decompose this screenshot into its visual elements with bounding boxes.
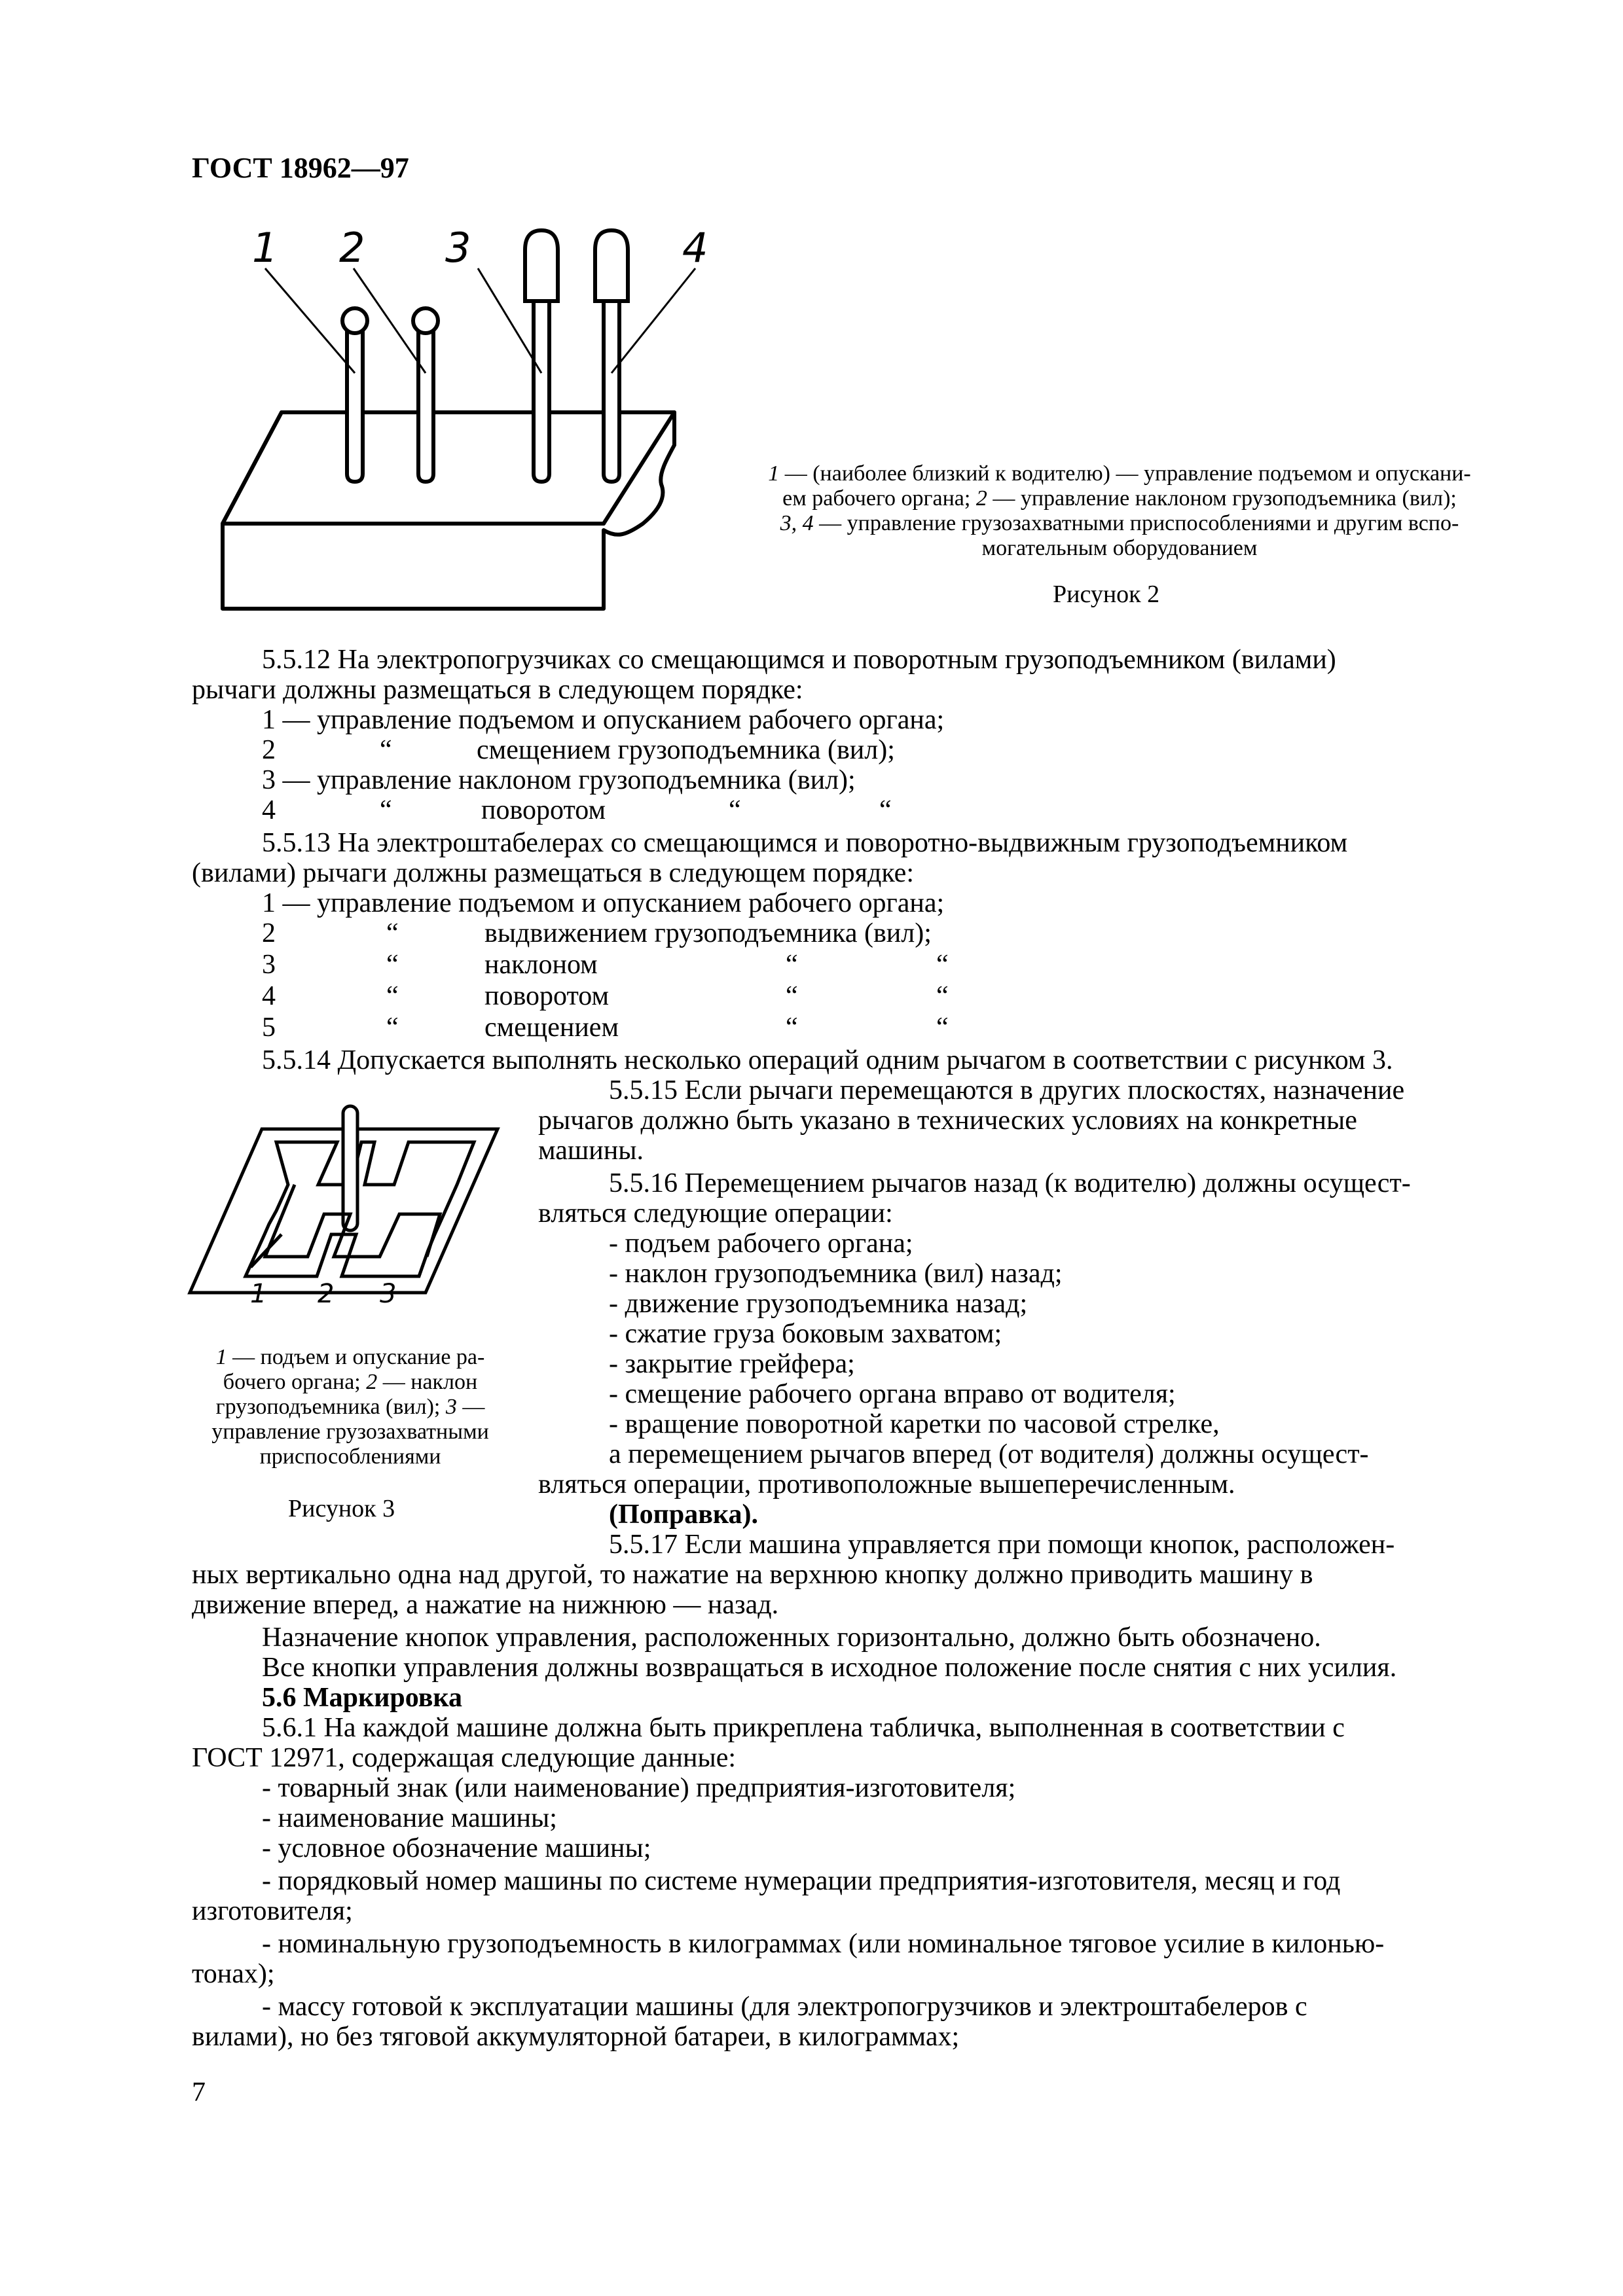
paragraph-5-5-16-line-1: 5.5.16 Перемещением рычагов назад (к водителю) должны осущест- [609, 1168, 1411, 1198]
figure-3-gate-drawing [183, 1093, 550, 1316]
paragraph-5-5-14: 5.5.14 Допускается выполнять несколько операций одним рычагом в соответствии с рисунком 3. [262, 1045, 1393, 1075]
list-item: - массу готовой к эксплуатации машины (для электропогрузчиков и электроштабелеров с [262, 1992, 1307, 2022]
paragraph-5-5-17-line-4: Назначение кнопок управления, расположенных горизонтально, должно быть обозначено. [262, 1623, 1321, 1653]
paragraph-5-5-17-line-2: ных вертикально одна над другой, то нажатие на верхнюю кнопку должно приводить машину в [192, 1560, 1313, 1590]
lever-knob [343, 1106, 357, 1230]
paragraph-5-5-13-line-2: (вилами) рычаги должны размещаться в следующем порядке: [192, 858, 914, 888]
list-row: 4 [262, 981, 276, 1011]
paragraph-5-6-1-line-1: 5.6.1 На каждой машине должна быть прикреплена табличка, выполненная в соответствии с [262, 1713, 1345, 1743]
lever-3 [534, 301, 549, 482]
list-row-text: наклоном [484, 950, 598, 980]
list-item: - товарный знак (или наименование) предприятия-изготовителя; [262, 1773, 1016, 1803]
paragraph-5-5-15-line-3: машины. [538, 1136, 644, 1166]
figure-2-marker-2: 2 [339, 224, 365, 272]
list-item: - вращение поворотной каретки по часовой стрелке, [609, 1409, 1220, 1439]
ditto-mark: “ [380, 795, 392, 825]
list-row: 3 [262, 950, 276, 980]
list-item: - наименование машины; [262, 1803, 557, 1833]
paragraph-5-6-1-line-2: ГОСТ 12971, содержащая следующие данные: [192, 1743, 737, 1773]
figure-3-marker-2: 2 [318, 1279, 335, 1309]
list-item-continuation: тонах); [192, 1959, 275, 1989]
paragraph-5-5-16-tail-1: а перемещением рычагов вперед (от водителя) должны осущест- [609, 1439, 1369, 1469]
ditto-mark: “ [936, 1013, 949, 1043]
list-row: 4 [262, 795, 276, 825]
ditto-mark: “ [936, 950, 949, 980]
lever-1 [347, 326, 363, 482]
paragraph-5-5-13-line-1: 5.5.13 На электроштабелерах со смещающимся и поворотно-выдвижным грузоподъемником [262, 828, 1348, 858]
ditto-mark: “ [380, 735, 392, 765]
paragraph-5-5-12-line-3: 1 — управление подъемом и опусканием рабочего органа; [262, 705, 945, 735]
document-code: ГОСТ 18962—97 [192, 152, 409, 184]
ditto-mark: “ [786, 1013, 798, 1043]
list-item: - закрытие грейфера; [609, 1349, 855, 1379]
list-item: - условное обозначение машины; [262, 1833, 651, 1863]
paragraph-5-5-12-line-1: 5.5.12 На электропогрузчиках со смещающимся и поворотным грузоподъемником (вилами) [262, 645, 1336, 675]
list-item: - номинальную грузоподъемность в килограммах (или номинальное тяговое усилие в килонью- [262, 1929, 1385, 1959]
list-row-text: смещением [484, 1013, 619, 1043]
figure-2-marker-4: 4 [682, 224, 708, 272]
ditto-mark: “ [386, 950, 399, 980]
figure-3-caption: 1 — подъем и опускание ра- бочего органа; 2 — наклон грузоподъемника (вил); 3 — управление грузозахватными приспособлениями [211, 1345, 489, 1469]
ditto-mark: “ [786, 950, 798, 980]
list-row-text: выдвижением грузоподъемника (вил); [484, 918, 932, 948]
lever-4 [604, 301, 619, 482]
paragraph-5-5-17-line-5: Все кнопки управления должны возвращаться в исходное положение после снятия с них усилия. [262, 1653, 1397, 1683]
figure-2-title: Рисунок 2 [1053, 581, 1160, 608]
list-row: 5 [262, 1013, 276, 1043]
figure-3-marker-3: 3 [380, 1279, 397, 1309]
page-number: 7 [192, 2077, 206, 2108]
figure-3-title: Рисунок 3 [288, 1495, 395, 1522]
figure-2-levers-drawing [216, 216, 720, 622]
ditto-mark: “ [386, 981, 399, 1011]
list-row: 2 [262, 735, 276, 765]
list-item: - подъем рабочего органа; [609, 1229, 913, 1259]
list-item: - движение грузоподъемника назад; [609, 1289, 1028, 1319]
list-item-continuation: вилами), но без тяговой аккумуляторной батареи, в килограммах; [192, 2022, 960, 2052]
paragraph-5-5-17-line-1: 5.5.17 Если машина управляется при помощи кнопок, расположен- [609, 1530, 1395, 1560]
ditto-mark: “ [386, 918, 399, 948]
ditto-mark: “ [386, 1013, 399, 1043]
list-item: - наклон грузоподъемника (вил) назад; [609, 1259, 1063, 1289]
list-item: - порядковый номер машины по системе нумерации предприятия-изготовителя, месяц и год [262, 1866, 1341, 1896]
ditto-mark: “ [879, 795, 892, 825]
figure-2-caption: 1 — (наиболее близкий к водителю) — управление подъемом и опускани- ем рабочего органа; 2 — управление наклоном грузоподъемника (вил); 3, 4 — управление грузозахватными приспособлениями и другим вспо- могательным оборудованием [768, 461, 1471, 560]
figure-2-marker-3: 3 [445, 224, 471, 272]
list-row: 2 [262, 918, 276, 948]
list-row: 3 — управление наклоном грузоподъемника (вил); [262, 765, 856, 795]
section-heading-5-6: 5.6 Маркировка [262, 1683, 462, 1713]
lever-2 [418, 326, 433, 482]
list-row-text: поворотом [484, 981, 610, 1011]
figure-3-marker-1: 1 [250, 1279, 267, 1309]
list-row-text: поворотом [481, 795, 606, 825]
ditto-mark: “ [936, 981, 949, 1011]
paragraph-5-5-16-tail-2: вляться операции, противоположные вышеперечисленным. [538, 1469, 1235, 1499]
paragraph-5-5-17-line-3: движение вперед, а нажатие на нижнюю — назад. [192, 1590, 779, 1620]
ditto-mark: “ [729, 795, 741, 825]
figure-2-marker-1: 1 [252, 224, 278, 272]
paragraph-5-5-13-line-3: 1 — управление подъемом и опусканием рабочего органа; [262, 888, 945, 918]
paragraph-5-5-12-line-2: рычаги должны размещаться в следующем порядке: [192, 675, 803, 705]
paragraph-5-5-15-line-1: 5.5.15 Если рычаги перемещаются в других плоскостях, назначение [609, 1075, 1405, 1105]
list-item: - сжатие груза боковым захватом; [609, 1319, 1002, 1349]
correction-note: (Поправка). [609, 1499, 758, 1530]
paragraph-5-5-16-line-2: вляться следующие операции: [538, 1198, 893, 1229]
list-item-continuation: изготовителя; [192, 1896, 353, 1926]
list-item: - смещение рабочего органа вправо от водителя; [609, 1379, 1176, 1409]
paragraph-5-5-15-line-2: рычагов должно быть указано в технических условиях на конкретные [538, 1105, 1357, 1136]
ditto-mark: “ [786, 981, 798, 1011]
list-row-text: смещением грузоподъемника (вил); [477, 735, 895, 765]
